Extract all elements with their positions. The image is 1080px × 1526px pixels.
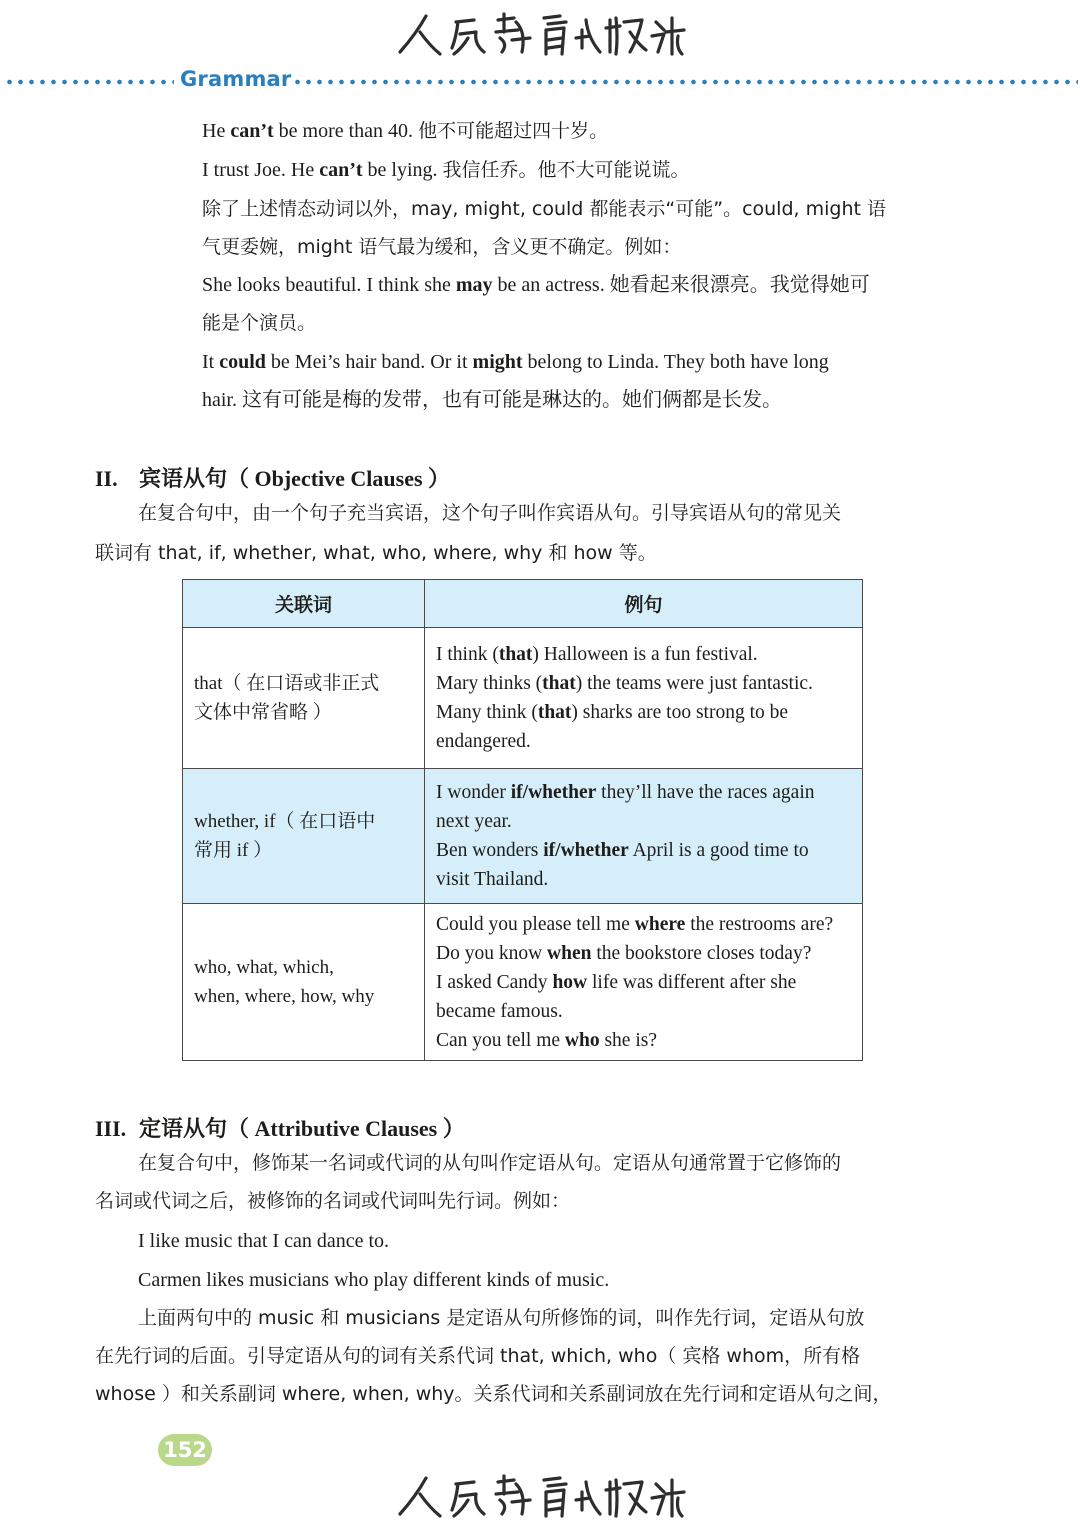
example-line: I trust Joe. He can’t be lying. 我信任乔。他不大可能说谎。 — [202, 159, 690, 181]
table-row — [183, 628, 863, 769]
section-heading: III. 定语从句（ Attributive Clauses ） — [95, 1116, 465, 1141]
table-cell-examples: Could you please tell me where the restrooms are? Do you know when the bookstore closes today? I asked Candy how life was different after she became famous. Can you tell me who she is? — [425, 904, 863, 1061]
publisher-logo-footer — [390, 1470, 690, 1526]
table-cell-label: who, what, which, when, where, how, why — [183, 904, 425, 1061]
publisher-calligraphy-icon — [390, 8, 690, 64]
example-line: I like music that I can dance to. — [138, 1230, 390, 1252]
paragraph-line: 气更委婉，might 语气最为缓和，含义更不确定。例如： — [202, 236, 682, 258]
section-heading: II. 宾语从句（ Objective Clauses ） — [95, 466, 451, 491]
table-row — [183, 904, 863, 1061]
table-header-row — [183, 580, 863, 628]
dotted-rule-right — [292, 79, 1078, 85]
example-line: She looks beautiful. I think she may be an actress. 她看起来很漂亮。我觉得她可 — [202, 274, 870, 296]
paragraph-line: 上面两句中的 music 和 musicians 是定语从句所修饰的词，叫作先行词，定语从句放 — [138, 1307, 865, 1329]
publisher-calligraphy-icon — [390, 1470, 690, 1526]
table-cell-examples: I wonder if/whether they’ll have the races again next year. Ben wonders if/whether April is a good time to visit Thailand. — [425, 769, 863, 904]
table-row — [183, 769, 863, 904]
page-number: 152 — [158, 1434, 212, 1466]
example-line: Carmen likes musicians who play different kinds of music. — [138, 1269, 610, 1291]
table-header: 例句 — [425, 580, 863, 628]
publisher-logo — [390, 8, 690, 64]
table-cell-label: whether, if（ 在口语中 常用 if ） — [183, 769, 425, 904]
paragraph-line: 除了上述情态动词以外，may, might, could 都能表示“可能”。could, might 语 — [202, 198, 886, 220]
example-line: He can’t be more than 40. 他不可能超过四十岁。 — [202, 120, 609, 142]
paragraph-line: 在复合句中，修饰某一名词或代词的从句叫作定语从句。定语从句通常置于它修饰的 — [138, 1152, 842, 1174]
section-label: Grammar — [180, 67, 292, 91]
dotted-rule-left — [4, 79, 174, 85]
paragraph-line: 在复合句中，由一个句子充当宾语，这个句子叫作宾语从句。引导宾语从句的常见关 — [138, 502, 842, 524]
paragraph-line: 联词有 that, if, whether, what, who, where, why 和 how 等。 — [95, 542, 657, 564]
conjunction-table — [182, 579, 863, 1061]
example-line: 能是个演员。 — [202, 312, 317, 334]
example-line: It could be Mei’s hair band. Or it might belong to Linda. They both have long — [202, 351, 829, 373]
paragraph-line: whose ）和关系副词 where, when, why。关系代词和关系副词放在先行词和定语从句之间， — [95, 1383, 892, 1405]
example-line: hair. 这有可能是梅的发带，也有可能是琳达的。她们俩都是长发。 — [202, 389, 782, 411]
table-header: 关联词 — [183, 580, 425, 628]
paragraph-line: 在先行词的后面。引导定语从句的词有关系代词 that, which, who（ 宾格 whom，所有格 — [95, 1345, 861, 1367]
table-cell-label: that（ 在口语或非正式 文体中常省略 ） — [183, 628, 425, 769]
table-cell-examples: I think (that) Halloween is a fun festival. Mary thinks (that) the teams were just fantastic. Many think (that) sharks are too strong to be endangered. — [425, 628, 863, 769]
paragraph-line: 名词或代词之后，被修饰的名词或代词叫先行词。例如： — [95, 1190, 571, 1212]
